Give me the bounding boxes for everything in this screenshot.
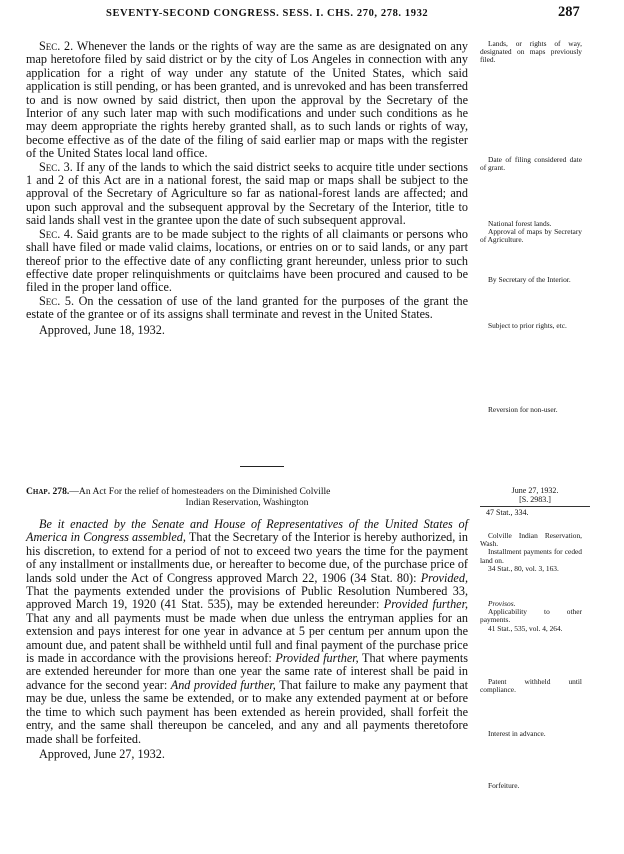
margin-note-forfeiture: Forfeiture. [488,781,520,790]
enacting-text-2: That the payments extended under the provisions of Public Resolution Numbered 33, approved March 19, 1920 (41 Stat. 535), may be extended hereunder: [26,584,468,612]
section-4 [26,228,468,295]
margin-note-installment: Installment payments for ceded land on. [480,547,582,565]
margin-note-stat41: 41 Stat., 535, vol. 4, 264. [488,623,563,633]
margin-note-stat34: 34 Stat., 80, vol. 3, 163. [488,563,559,573]
section-2-label: Sec. 2. [39,39,74,53]
margin-note-interest: Interest in advance. [488,729,546,738]
proviso-4: And provided further, [170,677,276,692]
section-5 [26,295,468,322]
enacting-text-3: That any and all payments must be made when due unless the entryman applies for an extension and pays interest for one year in advance at 5 per centum per annum upon the amount due, and patent shall be withheld until full and final payment of the purchase price is made in accordance with the provisions hereof: [26,610,468,666]
approval-date-2: Approved, June 27, 1932. [39,746,165,761]
section-4-label: Sec. 4. [39,226,74,241]
margin-note-lands-rights: Lands, or rights of way, designated on maps previously filed. [480,39,582,65]
running-header [0,4,624,26]
enacting-text-5: That failure to make any payment that may be due, unless the same be extended, or to make any extended payment at or before the time to which such payment has been extended as herein provided, shall forfeit the entry, and the same shall thereupon be canceled, and any and all payments theretofore made shall be forfeited. [26,677,468,746]
section-divider [240,466,284,467]
section-5-label: Sec. 5. [39,293,75,308]
proviso-2: Provided further, [383,597,469,612]
proviso-1: Provided, [420,570,468,585]
enacting-clause: Be it enacted by the Senate and House of Representatives of the United States of America in Congress assembled, [26,517,468,545]
margin-note-colville: Colville Indian Reservation, Wash. Installment payments for ceded land on. 34 Stat., 80, vol. 3, 163. [480,531,582,573]
section-3-text: If any of the lands to which the said district seeks to acquire title under sections 1 and 2 of this Act are in a national forest, the said map or maps shall be subject to the approval of the Secretary of Agriculture so far as national-forest lands are affected; and upon such approval and the subsequent approval by the Secretary of the Interior, title to said lands shall vest in the grantee upon the date of such subsequent approval. [26,159,469,228]
margin-note-subject-prior: Subject to prior rights, etc. [488,321,567,330]
section-2 [26,40,468,161]
chapter-heading [26,486,468,508]
chapter-stat: 47 Stat., 334. [480,506,590,517]
section-3-label: Sec. 3. [39,159,73,174]
section-2-text: Whenever the lands or the rights of way are the same as are designated on any map heretofore filed by said district or by the city of Los Angeles in connection with any application for a right of way under any statute of the United States, which said application is still pending, or has been granted, and is unrevoked and has been transferred to and is now owned by said district, then upon the approval by the Secretary of the Interior of any such later map with such modifications and under such conditions as he may deem appropriate the rights hereby granted shall, as to such lands or rights of way, become effective as of the date of the filing of said earlier map or maps with the register of the United States local land office. [26,39,469,161]
proviso-3: Provided further, [275,651,359,666]
chapter-278-body [26,518,468,761]
chapter-bill: [S. 2983.] [519,495,551,505]
chapter-label: Chap. 278. [26,486,70,497]
page-number: 287 [558,4,580,20]
approval-date-1: Approved, June 18, 1932. [39,322,165,337]
chapter-title-line2: Indian Reservation, Washington [185,497,309,508]
chapter-date: June 27, 1932. [511,486,559,495]
enacting-text-4: That where payments are extended hereunder for more than one year the same rate of interest shall be paid in advance for the second year: [26,651,469,692]
margin-note-by-secretary: By Secretary of the Interior. [488,275,571,284]
section-5-text: On the cessation of use of the land granted for the purposes of the grant the estate of the grantee or of its assigns shall terminate and revest in the United States. [26,293,469,322]
margin-note-national-forest: National forest lands. Approval of maps by Secretary of Agriculture. [480,219,582,245]
section-3 [26,161,468,228]
margin-note-provisos: Provisos. Applicability to other payments. 41 Stat., 535, vol. 4, 264. [480,599,582,633]
margin-note-approval-maps: Approval of maps by Secretary of Agriculture. [480,227,582,245]
margin-note-patent: Patent withheld until compliance. [480,677,582,695]
margin-note-date-filing: Date of filing considered date of grant. [480,155,582,173]
chapter-reference [480,486,590,517]
enacting-paragraph [26,518,468,746]
section-4-text: Said grants are to be made subject to the rights of all claimants or persons who shall have filed or made valid claims, locations, or entries on or to said lands, or any part thereof prior to the effective date of any conflicting grant hereunder, unless prior to such effective date proper relinquishments or quitclaims have been procured and caused to be filed in the proper land office. [26,226,468,295]
margin-note-reversion: Reversion for non-user. [488,405,558,414]
enacting-text-1: That the Secretary of the Interior is hereby authorized, in his discretion, to extend for a period of not to exceed two years the time for the payment of any installment or installments due, or hereafter to become due, of the purchase price of lands sold under the Act of Congress approved March 22, 1906 (34 Stat. 80): [26,530,469,585]
margin-note-applicability: Applicability to other payments. [480,607,582,625]
running-head: SEVENTY-SECOND CONGRESS. SESS. I. CHS. 270, 278. 1932 [106,8,429,19]
act-continuation-body [26,40,468,337]
chapter-title-line1: —An Act For the relief of homesteaders on the Diminished Colville [69,486,331,497]
